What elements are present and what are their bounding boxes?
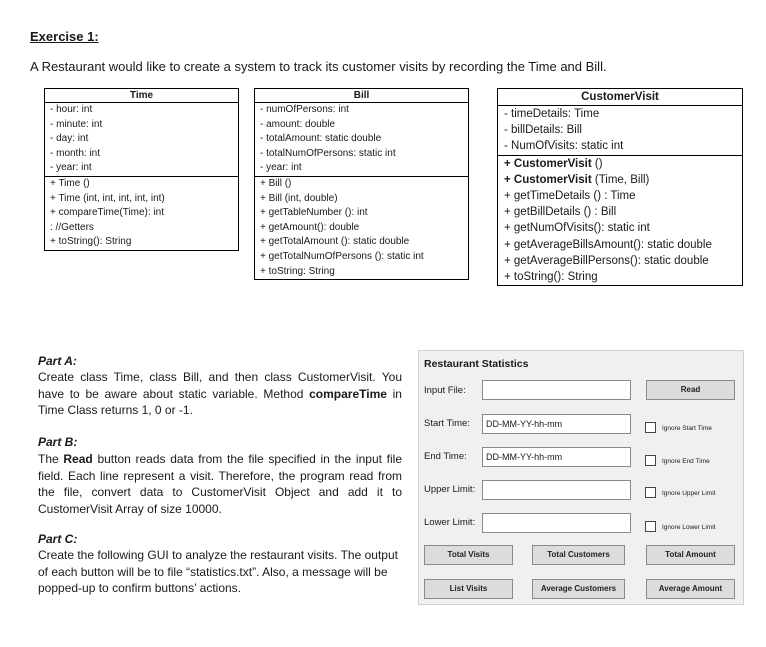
uml-class-bill [254, 88, 469, 280]
average-customers-button[interactable]: Average Customers [532, 579, 625, 599]
class-name: Time [45, 89, 238, 103]
uml-line: - amount: double [260, 118, 336, 130]
end-time-field[interactable]: DD-MM-YY-hh-mm [482, 447, 631, 467]
class-methods [45, 177, 238, 250]
uml-line: - numOfPersons: int [260, 104, 349, 115]
total-amount-button[interactable]: Total Amount [646, 545, 735, 565]
uml-line-rest: () [591, 157, 603, 170]
part-b-keyword: Read [63, 452, 93, 466]
uml-line-rest: + getAverageBillsAmount(): static double [504, 238, 712, 251]
uml-line: - month: int [50, 147, 101, 159]
ignore-start-label: Ignore Start Time [662, 425, 712, 432]
uml-line-rest: + getTimeDetails () : Time [504, 189, 636, 202]
start-time-label: Start Time: [424, 418, 470, 429]
restaurant-statistics-window [418, 350, 744, 605]
ignore-end-label: Ignore End Time [662, 458, 710, 465]
read-button[interactable]: Read [646, 380, 735, 400]
uml-line: - totalAmount: static double [260, 133, 382, 145]
uml-line-rest: + getNumOfVisits(): static int [504, 222, 650, 235]
uml-line: + getTotalAmount (): static double [260, 236, 410, 248]
lower-limit-field[interactable] [482, 513, 631, 533]
part-b-text [38, 451, 402, 517]
uml-line-rest: (Time, Bill) [591, 173, 650, 186]
ignore-start-checkbox[interactable] [645, 422, 656, 433]
uml-line: + getTableNumber (): int [260, 207, 368, 219]
part-a-title: Part A: [38, 354, 77, 368]
class-name: Bill [255, 89, 468, 103]
class-attributes [255, 103, 468, 177]
ignore-upper-label: Ignore Upper Limit [662, 490, 716, 497]
uml-line: + Bill (int, double) [260, 192, 338, 204]
lower-limit-label: Lower Limit: [424, 517, 476, 528]
ignore-end-checkbox[interactable] [645, 455, 656, 466]
ignore-lower-label: Ignore Lower Limit [662, 524, 716, 531]
uml-line-rest: + toString(): String [504, 270, 598, 283]
uml-line: + getTotalNumOfPersons (): static int [260, 250, 424, 262]
class-attributes [498, 106, 742, 156]
uml-line [504, 172, 742, 188]
uml-line: + compareTime(Time): int [50, 207, 165, 219]
part-a-text-1: Create class Time, class Bill, and then class CustomerVisit. You have to be aware about static variable. Method [38, 370, 402, 401]
upper-limit-label: Upper Limit: [424, 484, 476, 495]
uml-line [504, 237, 742, 253]
class-name: CustomerVisit [498, 89, 742, 106]
uml-line: + getAmount(): double [260, 221, 360, 233]
uml-line: + Time (int, int, int, int, int) [50, 192, 165, 204]
uml-line: - timeDetails: Time [504, 108, 600, 120]
uml-line: - year: int [50, 162, 92, 174]
start-time-field[interactable]: DD-MM-YY-hh-mm [482, 414, 631, 434]
average-amount-button[interactable]: Average Amount [646, 579, 735, 599]
uml-line: - year: int [260, 162, 302, 174]
uml-line: - billDetails: Bill [504, 124, 582, 137]
exercise-heading: Exercise 1: [30, 29, 99, 44]
uml-line-rest: + getBillDetails () : Bill [504, 206, 617, 219]
uml-line [504, 220, 742, 236]
uml-line: + Time () [50, 177, 90, 189]
part-c-title: Part C: [38, 532, 78, 546]
uml-line-bold: + CustomerVisit [504, 157, 592, 170]
uml-line: + toString(): String [50, 236, 132, 248]
class-attributes [45, 103, 238, 177]
class-methods [498, 156, 742, 286]
ignore-lower-checkbox[interactable] [645, 521, 656, 532]
uml-line [504, 269, 742, 285]
uml-line [504, 156, 742, 172]
uml-line: - hour: int [50, 104, 93, 115]
ignore-upper-checkbox[interactable] [645, 487, 656, 498]
list-visits-button[interactable]: List Visits [424, 579, 513, 599]
class-methods [255, 177, 468, 279]
uml-line: - day: int [50, 133, 89, 145]
uml-line: - minute: int [50, 118, 103, 130]
uml-line-bold: + CustomerVisit [504, 173, 592, 186]
total-customers-button[interactable]: Total Customers [532, 545, 625, 565]
part-c-text: Create the following GUI to analyze the restaurant visits. The output of each button will be to file “statistics.txt”. Also, a message will be popped-up to confirm buttons’ actions. [38, 548, 398, 595]
input-file-label: Input File: [424, 385, 466, 396]
end-time-label: End Time: [424, 451, 467, 462]
uml-class-time [44, 88, 239, 251]
uml-line [504, 188, 742, 204]
part-b-title: Part B: [38, 435, 78, 449]
uml-line: + Bill () [260, 177, 292, 189]
upper-limit-field[interactable] [482, 480, 631, 500]
uml-line: - NumOfVisits: static int [504, 140, 624, 153]
uml-line-rest: + getAverageBillPersons(): static double [504, 254, 709, 267]
part-b-text-2: button reads data from the file specified in the input file field. Each line represent a visit. Therefore, the program read from the file, convert data to CustomerVisit Object and add it to CustomerVisit Array of size 10000. [38, 452, 402, 516]
window-title: Restaurant Statistics [424, 358, 529, 370]
uml-line: : //Getters [50, 221, 94, 233]
part-b-text-1: The [38, 452, 64, 466]
part-a-keyword: compareTime [309, 386, 387, 401]
intro-text: A Restaurant would like to create a system to track its customer visits by recording the Time and Bill. [30, 59, 607, 74]
uml-line: - totalNumOfPersons: static int [260, 147, 396, 159]
uml-line: + toString: String [260, 265, 335, 277]
uml-line [504, 253, 742, 269]
uml-class-customer-visit [497, 88, 743, 286]
total-visits-button[interactable]: Total Visits [424, 545, 513, 565]
uml-line [504, 204, 742, 220]
part-a-text [38, 369, 402, 419]
input-file-field[interactable] [482, 380, 631, 400]
part-a-text-2: in Time Class returns 1, 0 or -1. [38, 386, 402, 417]
